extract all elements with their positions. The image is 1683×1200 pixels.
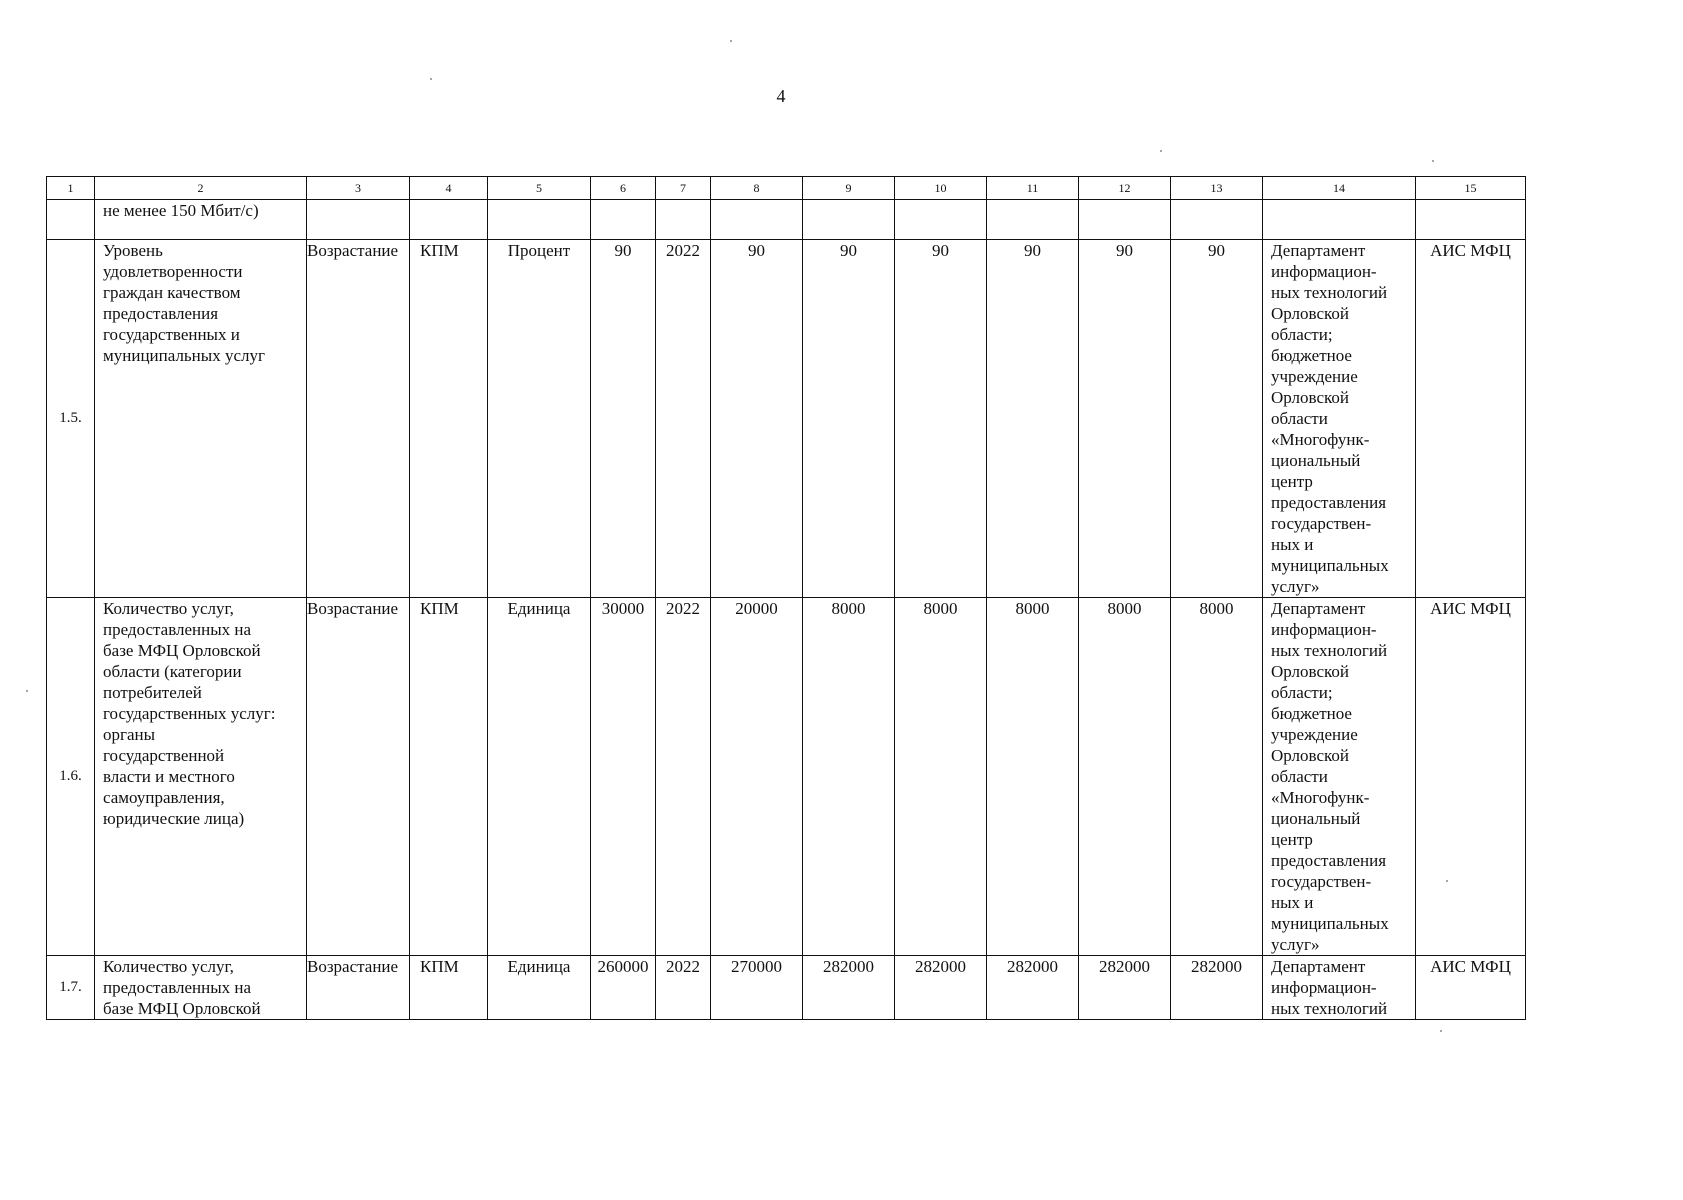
information-system: АИС МФЦ <box>1416 240 1526 598</box>
column-number: 6 <box>591 177 656 200</box>
target-value: 8000 <box>1079 598 1171 956</box>
cell-empty <box>711 200 803 240</box>
target-value: 282000 <box>1079 956 1171 1020</box>
column-number: 3 <box>307 177 410 200</box>
target-value: 90 <box>1171 240 1263 598</box>
scan-speck <box>1432 160 1434 162</box>
indicator-name: Уровень удовлетворенности граждан качеством предоставления государственных и муниципальных услуг <box>95 240 307 598</box>
target-value: 8000 <box>803 598 895 956</box>
scan-speck <box>26 690 28 692</box>
target-value: 90 <box>987 240 1079 598</box>
scan-speck <box>1440 1030 1442 1032</box>
table-row <box>47 956 1526 1020</box>
page-number: 4 <box>776 86 786 106</box>
indicator-trend: Возрастание <box>307 240 410 598</box>
cell-empty <box>1079 200 1171 240</box>
column-number: 2 <box>95 177 307 200</box>
target-value: 270000 <box>711 956 803 1020</box>
responsible-organization: Департамент информацион- ных технологий <box>1263 956 1416 1020</box>
information-system: АИС МФЦ <box>1416 956 1526 1020</box>
column-number: 13 <box>1171 177 1263 200</box>
responsible-organization: Департамент информацион- ных технологий Орловской области; бюджетное учреждение Орловской области «Многофунк- циональный центр предоставления государствен- ных и муниципальных услуг» <box>1263 598 1416 956</box>
scan-speck <box>1160 150 1162 152</box>
cell-empty <box>803 200 895 240</box>
target-value: 282000 <box>895 956 987 1020</box>
cell-empty <box>410 200 488 240</box>
cell-empty <box>1171 200 1263 240</box>
responsible-organization: Департамент информацион- ных технологий Орловской области; бюджетное учреждение Орловской области «Многофунк- циональный центр предоставления государствен- ных и муниципальных услуг» <box>1263 240 1416 598</box>
table-row <box>47 240 1526 598</box>
base-value: 260000 <box>591 956 656 1020</box>
target-value: 90 <box>895 240 987 598</box>
base-value: 90 <box>591 240 656 598</box>
continuation-row <box>47 200 1526 240</box>
column-number: 7 <box>656 177 711 200</box>
cell-empty <box>1263 200 1416 240</box>
indicator-unit: Единица <box>488 956 591 1020</box>
target-value: 90 <box>803 240 895 598</box>
column-number: 15 <box>1416 177 1526 200</box>
target-value: 282000 <box>987 956 1079 1020</box>
column-number: 8 <box>711 177 803 200</box>
row-number: 1.6. <box>47 598 95 956</box>
indicator-trend: Возрастание <box>307 956 410 1020</box>
column-number: 4 <box>410 177 488 200</box>
indicator-trend: Возрастание <box>307 598 410 956</box>
row-number: 1.5. <box>47 240 95 598</box>
base-year: 2022 <box>656 240 711 598</box>
information-system: АИС МФЦ <box>1416 598 1526 956</box>
target-value: 282000 <box>1171 956 1263 1020</box>
cell-empty <box>307 200 410 240</box>
cell-empty <box>1416 200 1526 240</box>
base-year: 2022 <box>656 598 711 956</box>
column-number: 9 <box>803 177 895 200</box>
target-value: 282000 <box>803 956 895 1020</box>
base-value: 30000 <box>591 598 656 956</box>
column-number: 5 <box>488 177 591 200</box>
target-value: 20000 <box>711 598 803 956</box>
scan-speck <box>1446 880 1448 882</box>
column-number-row <box>47 177 1526 200</box>
indicator-level: КПМ <box>410 956 488 1020</box>
indicator-unit: Единица <box>488 598 591 956</box>
target-value: 90 <box>1079 240 1171 598</box>
table-row <box>47 598 1526 956</box>
target-value: 8000 <box>1171 598 1263 956</box>
target-value: 90 <box>711 240 803 598</box>
indicator-name: не менее 150 Мбит/с) <box>95 200 307 240</box>
indicator-level: КПМ <box>410 598 488 956</box>
column-number: 1 <box>47 177 95 200</box>
cell-empty <box>987 200 1079 240</box>
target-value: 8000 <box>895 598 987 956</box>
indicator-unit: Процент <box>488 240 591 598</box>
column-number: 11 <box>987 177 1079 200</box>
indicator-level: КПМ <box>410 240 488 598</box>
column-number: 12 <box>1079 177 1171 200</box>
cell-empty <box>488 200 591 240</box>
column-number: 14 <box>1263 177 1416 200</box>
scan-speck <box>430 78 432 80</box>
indicator-name: Количество услуг, предоставленных на базе МФЦ Орловской <box>95 956 307 1020</box>
row-number: 1.7. <box>47 956 95 1020</box>
scan-speck <box>730 40 732 42</box>
column-number: 10 <box>895 177 987 200</box>
cell-empty <box>895 200 987 240</box>
cell-empty <box>591 200 656 240</box>
base-year: 2022 <box>656 956 711 1020</box>
indicators-table <box>46 176 1526 1020</box>
target-value: 8000 <box>987 598 1079 956</box>
cell-empty <box>47 200 95 240</box>
indicator-name: Количество услуг, предоставленных на базе МФЦ Орловской области (категории потребителей государственных услуг: органы государственной власти и местного самоуправления, юридические лица) <box>95 598 307 956</box>
cell-empty <box>656 200 711 240</box>
